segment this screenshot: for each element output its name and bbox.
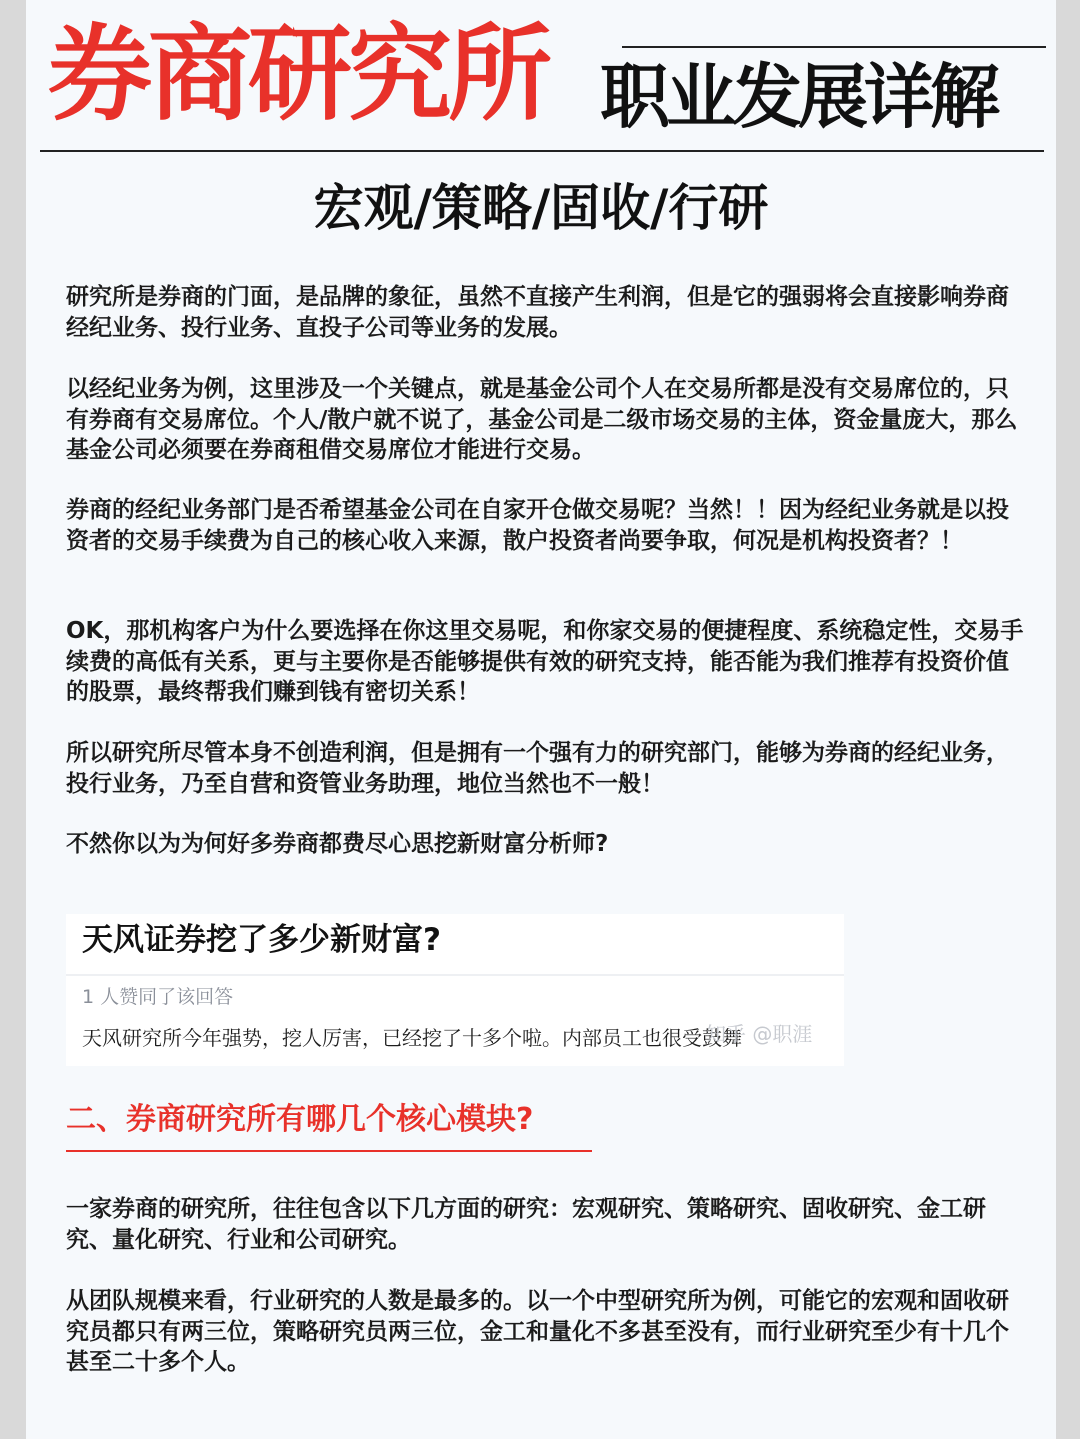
article-card	[26, 0, 1056, 1439]
paragraph-3: 券商的经纪业务部门是否希望基金公司在自家开仓做交易呢？当然！！因为经纪业务就是以投资者的交易手续费为自己的核心收入来源，散户投资者尚要争取，何况是机构投资者？！	[66, 497, 1009, 554]
paragraph-4: OK，那机构客户为什么要选择在你这里交易呢，和你家交易的便捷程度、系统稳定性，交易手续费的高低有关系，更与主要你是否能够提供有效的研究支持，能否能为我们推荐有投资价值的股票，最终帮我们赚到钱有密切关系！	[66, 618, 1024, 705]
quote-meta: 1 人赞同了该回答	[82, 986, 234, 1008]
subtitle: 宏观/策略/固收/行研	[313, 179, 769, 237]
paragraph-2: 以经纪业务为例，这里涉及一个关键点，就是基金公司个人在交易所都是没有交易席位的，只有券商有交易席位。个人/散户就不说了，基金公司是二级市场交易的主体，资金量庞大，那么基金公司必须要在券商租借交易席位才能进行交易。	[66, 376, 1018, 463]
quote-title[interactable]: 天风证券挖了多少新财富?	[82, 922, 441, 958]
paragraph-5: 所以研究所尽管本身不创造利润，但是拥有一个强有力的研究部门，能够为券商的经纪业务，投行业务，乃至自营和资管业务助理，地位当然也不一般！	[66, 740, 1009, 797]
paragraph-6: 不然你以为为何好多券商都费尽心思挖新财富分析师?	[66, 831, 609, 857]
title-red: 券商研究所	[48, 13, 549, 135]
quote-divider	[66, 974, 844, 976]
section-paragraph-1: 一家券商的研究所，往往包含以下几方面的研究：宏观研究、策略研究、固收研究、金工研究、量化研究、行业和公司研究。	[66, 1196, 986, 1253]
header-top-rule	[622, 46, 1046, 48]
paragraph-1: 研究所是券商的门面，是品牌的象征，虽然不直接产生利润，但是它的强弱将会直接影响券商经纪业务、投行业务、直投子公司等业务的发展。	[66, 284, 1009, 341]
section-underline	[66, 1150, 592, 1152]
quote-text: 天风研究所今年强势，挖人厉害，已经挖了十多个啦。内部员工也很受鼓舞	[82, 1026, 742, 1050]
header	[26, 0, 1056, 160]
watermark: 知乎 @职涯	[706, 1022, 813, 1046]
section-heading: 二、券商研究所有哪几个核心模块?	[66, 1102, 534, 1137]
header-bottom-rule	[40, 150, 1044, 152]
title-black: 职业发展详解	[600, 56, 996, 138]
section-paragraph-2: 从团队规模来看，行业研究的人数是最多的。以一个中型研究所为例，可能它的宏观和固收研究员都只有两三位，策略研究员两三位，金工和量化不多甚至没有，而行业研究至少有十几个甚至二十多个人。	[66, 1288, 1009, 1375]
quote-box[interactable]	[66, 914, 844, 1066]
